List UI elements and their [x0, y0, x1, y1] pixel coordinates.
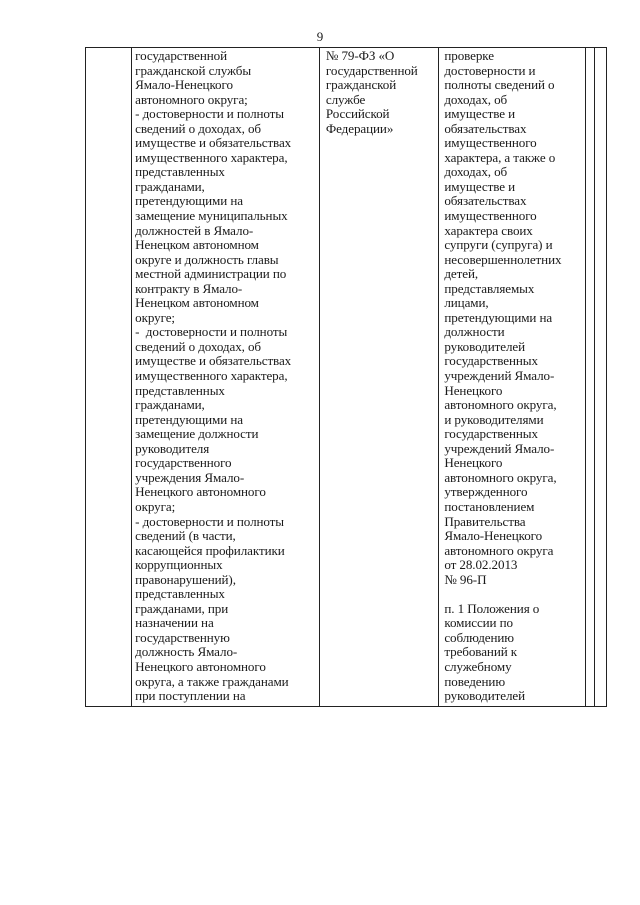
legal-basis-text: проверке достоверности и полноты сведений о доходах, об имуществе и обязательствах имущественного характера, а также о доходах, об имуществе и обязательствах имущественного характера своих супруги (супруга) и несовершеннолетних детей, представляемых лицами, претендующими на должности руководителей государственных учреждений Ямало- Ненецкого автономного округа, и руководителями государственных учреждений Ямало- Ненецкого автономного округа, утвержденного постановлением Правительства Ямало-Ненецкого автономного округа от 28.02.2013 № 96-П п. 1 Положения о комиссии по соблюдению требований к служебному поведению руководителей — [444, 48, 562, 704]
table-row — [86, 48, 607, 707]
column-divider — [594, 47, 595, 706]
page-number: 9 — [316, 29, 324, 44]
verification-subject-cell — [132, 48, 320, 707]
number-cell — [86, 48, 132, 707]
federal-law-text: № 79-ФЗ «О государственной гражданской службе Российской Федерации» — [325, 48, 418, 136]
legal-basis-cell — [439, 48, 586, 707]
verification-subject-text: государственной гражданской службы Ямало-Ненецкого автономного округа; - достоверности и полноты сведений о доходах, об имуществе и обязательствах имущественного характера, представленных гражданами, претендующими на замещение муниципальных должностей в Ямало- Ненецком автономном округе и должность главы местной администрации по контракту в Ямало- Ненецком автономном округе; - достоверности и полноты сведений о доходах, об имуществе и обязательствах имущественного характера, представленных гражданами, претендующими на замещение должности руководителя государственного учреждения Ямало- Ненецкого автономного округа; - достоверности и полноты сведений (в части, касающейся профилактики коррупционных правонарушений), представленных гражданами, при назначении на государственную должность Ямало- Ненецкого автономного округа, а также гражданами при поступлении на — [135, 48, 292, 704]
notes-cell — [585, 48, 606, 707]
federal-law-cell — [319, 48, 438, 707]
requirements-table — [85, 47, 607, 707]
